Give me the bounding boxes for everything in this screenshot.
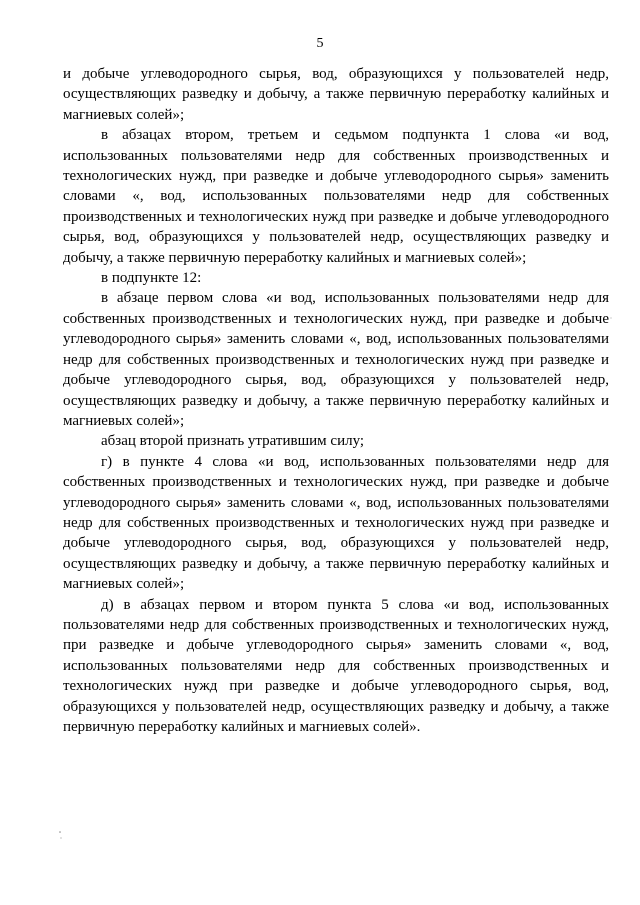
paragraph-continuation: и добыче углеводородного сырья, вод, образующихся у пользователей недр, осуществляющих разведку и добычу, а также первичную переработку калийных и магниевых солей»; xyxy=(63,66,609,123)
paragraph-subparagraph-1-amendment: в абзацах втором, третьем и седьмом подпункта 1 слова «и вод, использованных пользователями недр для собственных производственных и технологических нужд, при разведке и добыче углеводородного сырья» заменить словами «, вод, использованных пользователями недр для собственных производственных и технологических нужд при разведке и добыче углеводородного сырья, вод, образующихся у пользователей недр, осуществляющих разведку и добычу, а также первичную переработку калийных и магниевых солей»; xyxy=(63,127,609,266)
page-number: 5 xyxy=(316,36,324,51)
paragraph-subparagraph-12-heading: в подпункте 12: xyxy=(101,270,202,287)
paragraph-item-d-amendment: д) в абзацах первом и втором пункта 5 слова «и вод, использованных пользователями недр для собственных производственных и технологических нужд, при разведке и добыче углеводородного сырья» заменить словами «, вод, использованных пользователями недр для собственных производственных и технологических нужд при разведке и добыче углеводородного сырья, вод, образующихся у пользователей недр, осуществляющих разведку и добычу, а также первичную переработку калийных и магниевых солей». xyxy=(63,596,609,735)
paragraph-item-g-amendment: г) в пункте 4 слова «и вод, использованных пользователями недр для собственных производственных и технологических нужд, при разведке и добыче углеводородного сырья» заменить словами «, вод, использованных пользователями недр для собственных производственных и технологических нужд при разведке и добыче углеводородного сырья, вод, образующихся у пользователей недр, осуществляющих разведку и добычу, а также первичную переработку калийных и магниевых солей»; xyxy=(63,453,609,593)
paragraph-second-abzac-repeal: абзац второй признать утратившим силу; xyxy=(101,433,365,450)
paragraph-first-abzac-amendment: в абзаце первом слова «и вод, использованных пользователями недр для собственных производственных и технологических нужд, при разведке и добыче углеводородного сырья» заменить словами «, вод, использованных пользователями недр для собственных производственных и технологических нужд при разведке и добыче углеводородного сырья, вод, образующихся у пользователей недр, осуществляющих разведку и добычу, а также первичную переработку калийных и магниевых солей»; xyxy=(63,290,609,429)
document-body xyxy=(63,64,609,737)
